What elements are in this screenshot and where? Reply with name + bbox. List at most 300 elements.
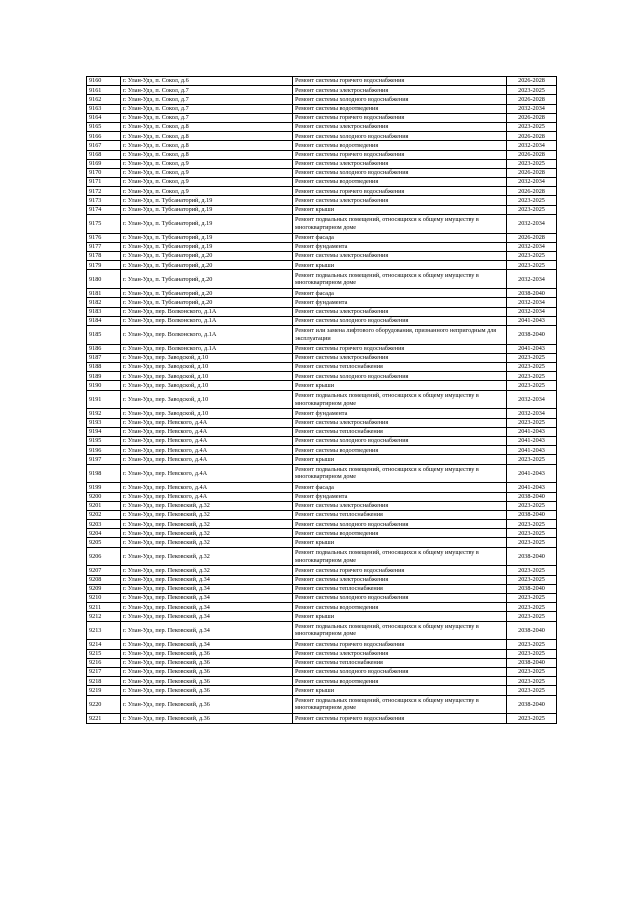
address-cell: г. Улан-Удэ, пер. Пековский, д.32 <box>121 538 293 547</box>
table-body <box>87 77 557 724</box>
table-row <box>87 77 557 86</box>
table-row <box>87 584 557 593</box>
table-row <box>87 695 557 714</box>
address-cell: г. Улан-Удэ, пер. Пековский, д.34 <box>121 612 293 621</box>
period-cell: 2023-2025 <box>507 649 557 658</box>
address-cell: г. Улан-Удэ, п. Сокол, д.7 <box>121 104 293 113</box>
work-type-cell: Ремонт системы электроснабжения <box>293 353 507 362</box>
work-type-cell: Ремонт системы электроснабжения <box>293 251 507 260</box>
table-row <box>87 178 557 187</box>
address-cell: г. Улан-Удэ, пер. Пековский, д.32 <box>121 566 293 575</box>
address-cell: г. Улан-Удэ, п. Сокол, д.7 <box>121 113 293 122</box>
address-cell: г. Улан-Удэ, п. Сокол, д.6 <box>121 77 293 86</box>
period-cell: 2038-2040 <box>507 695 557 714</box>
row-number-cell: 9216 <box>87 658 121 667</box>
period-cell: 2023-2025 <box>507 520 557 529</box>
period-cell: 2038-2040 <box>507 584 557 593</box>
work-type-cell: Ремонт системы теплоснабжения <box>293 584 507 593</box>
row-number-cell: 9197 <box>87 455 121 464</box>
period-cell: 2032-2034 <box>507 307 557 316</box>
period-cell: 2038-2040 <box>507 325 557 344</box>
row-number-cell: 9206 <box>87 547 121 566</box>
work-type-cell: Ремонт системы электроснабжения <box>293 418 507 427</box>
work-type-cell: Ремонт системы водоотведения <box>293 178 507 187</box>
row-number-cell: 9213 <box>87 621 121 640</box>
period-cell: 2026-2028 <box>507 187 557 196</box>
row-number-cell: 9194 <box>87 427 121 436</box>
row-number-cell: 9166 <box>87 132 121 141</box>
period-cell: 2023-2025 <box>507 159 557 168</box>
table-row <box>87 353 557 362</box>
table-row <box>87 168 557 177</box>
work-type-cell: Ремонт системы холодного водоснабжения <box>293 316 507 325</box>
row-number-cell: 9199 <box>87 483 121 492</box>
period-cell: 2023-2025 <box>507 372 557 381</box>
period-cell: 2023-2025 <box>507 205 557 214</box>
table-row <box>87 714 557 723</box>
work-type-cell: Ремонт системы теплоснабжения <box>293 510 507 519</box>
address-cell: г. Улан-Удэ, пер. Невского, д.4А <box>121 437 293 446</box>
period-cell: 2032-2034 <box>507 242 557 251</box>
work-type-cell: Ремонт крыши <box>293 455 507 464</box>
work-type-cell: Ремонт системы горячего водоснабжения <box>293 150 507 159</box>
work-type-cell: Ремонт системы холодного водоснабжения <box>293 95 507 104</box>
period-cell: 2041-2043 <box>507 427 557 436</box>
address-cell: г. Улан-Удэ, п. Тубсанаторий, д.19 <box>121 242 293 251</box>
address-cell: г. Улан-Удэ, пер. Волконского, д.1А <box>121 316 293 325</box>
address-cell: г. Улан-Удэ, пер. Пековский, д.32 <box>121 520 293 529</box>
work-type-cell: Ремонт подвальных помещений, относящихся к общему имуществу в многоквартирном доме <box>293 547 507 566</box>
row-number-cell: 9171 <box>87 178 121 187</box>
table-row <box>87 483 557 492</box>
work-type-cell: Ремонт системы горячего водоснабжения <box>293 640 507 649</box>
row-number-cell: 9183 <box>87 307 121 316</box>
row-number-cell: 9185 <box>87 325 121 344</box>
period-cell: 2026-2028 <box>507 233 557 242</box>
table-row <box>87 547 557 566</box>
address-cell: г. Улан-Удэ, пер. Пековский, д.34 <box>121 594 293 603</box>
period-cell: 2026-2028 <box>507 95 557 104</box>
table-row <box>87 520 557 529</box>
address-cell: г. Улан-Удэ, п. Сокол, д.9 <box>121 159 293 168</box>
work-type-cell: Ремонт системы горячего водоснабжения <box>293 113 507 122</box>
address-cell: г. Улан-Удэ, п. Тубсанаторий, д.20 <box>121 251 293 260</box>
period-cell: 2041-2043 <box>507 464 557 483</box>
period-cell: 2032-2034 <box>507 390 557 409</box>
address-cell: г. Улан-Удэ, п. Сокол, д.8 <box>121 141 293 150</box>
address-cell: г. Улан-Удэ, п. Тубсанаторий, д.19 <box>121 233 293 242</box>
table-row <box>87 510 557 519</box>
address-cell: г. Улан-Удэ, пер. Невского, д.4А <box>121 492 293 501</box>
row-number-cell: 9172 <box>87 187 121 196</box>
row-number-cell: 9167 <box>87 141 121 150</box>
address-cell: г. Улан-Удэ, п. Сокол, д.8 <box>121 122 293 131</box>
period-cell: 2038-2040 <box>507 492 557 501</box>
table-row <box>87 261 557 270</box>
work-type-cell: Ремонт фасада <box>293 483 507 492</box>
table-row <box>87 372 557 381</box>
period-cell: 2032-2034 <box>507 270 557 289</box>
work-type-cell: Ремонт крыши <box>293 612 507 621</box>
row-number-cell: 9161 <box>87 86 121 95</box>
row-number-cell: 9176 <box>87 233 121 242</box>
table-row <box>87 649 557 658</box>
row-number-cell: 9202 <box>87 510 121 519</box>
table-row <box>87 316 557 325</box>
address-cell: г. Улан-Удэ, п. Тубсанаторий, д.20 <box>121 270 293 289</box>
address-cell: г. Улан-Удэ, пер. Пековский, д.36 <box>121 667 293 676</box>
period-cell: 2026-2028 <box>507 168 557 177</box>
row-number-cell: 9181 <box>87 289 121 298</box>
row-number-cell: 9164 <box>87 113 121 122</box>
work-type-cell: Ремонт системы холодного водоснабжения <box>293 372 507 381</box>
row-number-cell: 9174 <box>87 205 121 214</box>
period-cell: 2026-2028 <box>507 150 557 159</box>
table-row <box>87 677 557 686</box>
table-row <box>87 529 557 538</box>
table-row <box>87 196 557 205</box>
period-cell: 2026-2028 <box>507 113 557 122</box>
row-number-cell: 9211 <box>87 603 121 612</box>
row-number-cell: 9210 <box>87 594 121 603</box>
row-number-cell: 9182 <box>87 298 121 307</box>
work-type-cell: Ремонт системы электроснабжения <box>293 159 507 168</box>
address-cell: г. Улан-Удэ, пер. Невского, д.4А <box>121 418 293 427</box>
period-cell: 2023-2025 <box>507 640 557 649</box>
row-number-cell: 9209 <box>87 584 121 593</box>
work-type-cell: Ремонт системы водоотведения <box>293 677 507 686</box>
row-number-cell: 9217 <box>87 667 121 676</box>
work-type-cell: Ремонт системы водоотведения <box>293 529 507 538</box>
table-row <box>87 409 557 418</box>
table-row <box>87 363 557 372</box>
row-number-cell: 9169 <box>87 159 121 168</box>
row-number-cell: 9201 <box>87 501 121 510</box>
work-type-cell: Ремонт системы электроснабжения <box>293 649 507 658</box>
table-row <box>87 390 557 409</box>
address-cell: г. Улан-Удэ, пер. Пековский, д.32 <box>121 510 293 519</box>
work-type-cell: Ремонт подвальных помещений, относящихся к общему имуществу в многоквартирном доме <box>293 695 507 714</box>
address-cell: г. Улан-Удэ, пер. Невского, д.4А <box>121 455 293 464</box>
address-cell: г. Улан-Удэ, пер. Заводской, д.10 <box>121 409 293 418</box>
table-row <box>87 298 557 307</box>
period-cell: 2041-2043 <box>507 316 557 325</box>
work-type-cell: Ремонт подвальных помещений, относящихся к общему имуществу в многоквартирном доме <box>293 214 507 233</box>
period-cell: 2032-2034 <box>507 141 557 150</box>
work-type-cell: Ремонт системы горячего водоснабжения <box>293 344 507 353</box>
address-cell: г. Улан-Удэ, п. Сокол, д.8 <box>121 150 293 159</box>
row-number-cell: 9221 <box>87 714 121 723</box>
table-row <box>87 418 557 427</box>
address-cell: г. Улан-Удэ, п. Сокол, д.8 <box>121 132 293 141</box>
work-type-cell: Ремонт подвальных помещений, относящихся к общему имуществу в многоквартирном доме <box>293 464 507 483</box>
period-cell: 2032-2034 <box>507 409 557 418</box>
table-row <box>87 603 557 612</box>
work-type-cell: Ремонт системы электроснабжения <box>293 122 507 131</box>
period-cell: 2023-2025 <box>507 122 557 131</box>
work-type-cell: Ремонт крыши <box>293 686 507 695</box>
address-cell: г. Улан-Удэ, п. Тубсанаторий, д.19 <box>121 196 293 205</box>
row-number-cell: 9203 <box>87 520 121 529</box>
period-cell: 2038-2040 <box>507 547 557 566</box>
table-row <box>87 132 557 141</box>
table-row <box>87 86 557 95</box>
address-cell: г. Улан-Удэ, п. Тубсанаторий, д.20 <box>121 261 293 270</box>
table-row <box>87 242 557 251</box>
row-number-cell: 9200 <box>87 492 121 501</box>
address-cell: г. Улан-Удэ, пер. Заводской, д.10 <box>121 353 293 362</box>
table-row <box>87 344 557 353</box>
work-type-cell: Ремонт системы электроснабжения <box>293 575 507 584</box>
period-cell: 2032-2034 <box>507 104 557 113</box>
row-number-cell: 9208 <box>87 575 121 584</box>
work-type-cell: Ремонт системы электроснабжения <box>293 501 507 510</box>
address-cell: г. Улан-Удэ, п. Сокол, д.7 <box>121 86 293 95</box>
row-number-cell: 9184 <box>87 316 121 325</box>
table-row <box>87 501 557 510</box>
period-cell: 2023-2025 <box>507 261 557 270</box>
work-type-cell: Ремонт системы холодного водоснабжения <box>293 594 507 603</box>
address-cell: г. Улан-Удэ, пер. Волконского, д.1А <box>121 344 293 353</box>
table-row <box>87 446 557 455</box>
table-row <box>87 187 557 196</box>
work-type-cell: Ремонт системы холодного водоснабжения <box>293 520 507 529</box>
row-number-cell: 9190 <box>87 381 121 390</box>
row-number-cell: 9188 <box>87 363 121 372</box>
row-number-cell: 9177 <box>87 242 121 251</box>
row-number-cell: 9218 <box>87 677 121 686</box>
row-number-cell: 9193 <box>87 418 121 427</box>
period-cell: 2038-2040 <box>507 510 557 519</box>
row-number-cell: 9170 <box>87 168 121 177</box>
row-number-cell: 9186 <box>87 344 121 353</box>
address-cell: г. Улан-Удэ, пер. Пековский, д.36 <box>121 686 293 695</box>
address-cell: г. Улан-Удэ, пер. Невского, д.4А <box>121 427 293 436</box>
period-cell: 2038-2040 <box>507 658 557 667</box>
table-row <box>87 464 557 483</box>
work-type-cell: Ремонт крыши <box>293 538 507 547</box>
table-row <box>87 205 557 214</box>
address-cell: г. Улан-Удэ, п. Сокол, д.7 <box>121 95 293 104</box>
row-number-cell: 9168 <box>87 150 121 159</box>
period-cell: 2023-2025 <box>507 612 557 621</box>
period-cell: 2032-2034 <box>507 178 557 187</box>
period-cell: 2041-2043 <box>507 483 557 492</box>
address-cell: г. Улан-Удэ, пер. Невского, д.4А <box>121 446 293 455</box>
row-number-cell: 9220 <box>87 695 121 714</box>
table-row <box>87 566 557 575</box>
table-row <box>87 640 557 649</box>
period-cell: 2023-2025 <box>507 714 557 723</box>
period-cell: 2041-2043 <box>507 437 557 446</box>
table-row <box>87 427 557 436</box>
period-cell: 2023-2025 <box>507 667 557 676</box>
table-row <box>87 141 557 150</box>
work-type-cell: Ремонт системы теплоснабжения <box>293 658 507 667</box>
row-number-cell: 9178 <box>87 251 121 260</box>
period-cell: 2038-2040 <box>507 289 557 298</box>
address-cell: г. Улан-Удэ, п. Тубсанаторий, д.19 <box>121 214 293 233</box>
work-type-cell: Ремонт системы водоотведения <box>293 603 507 612</box>
work-type-cell: Ремонт системы теплоснабжения <box>293 363 507 372</box>
row-number-cell: 9162 <box>87 95 121 104</box>
address-cell: г. Улан-Удэ, пер. Пековский, д.36 <box>121 714 293 723</box>
work-type-cell: Ремонт системы горячего водоснабжения <box>293 77 507 86</box>
table-row <box>87 492 557 501</box>
work-type-cell: Ремонт системы холодного водоснабжения <box>293 667 507 676</box>
period-cell: 2026-2028 <box>507 132 557 141</box>
address-cell: г. Улан-Удэ, п. Тубсанаторий, д.20 <box>121 298 293 307</box>
address-cell: г. Улан-Удэ, пер. Пековский, д.36 <box>121 658 293 667</box>
period-cell: 2032-2034 <box>507 298 557 307</box>
repair-schedule-table <box>86 76 557 724</box>
period-cell: 2023-2025 <box>507 566 557 575</box>
period-cell: 2032-2034 <box>507 214 557 233</box>
address-cell: г. Улан-Удэ, пер. Волконского, д.1А <box>121 307 293 316</box>
work-type-cell: Ремонт системы электроснабжения <box>293 307 507 316</box>
row-number-cell: 9160 <box>87 77 121 86</box>
period-cell: 2023-2025 <box>507 594 557 603</box>
period-cell: 2023-2025 <box>507 455 557 464</box>
table-row <box>87 455 557 464</box>
table-row <box>87 381 557 390</box>
work-type-cell: Ремонт системы горячего водоснабжения <box>293 187 507 196</box>
table-row <box>87 159 557 168</box>
table-row <box>87 214 557 233</box>
work-type-cell: Ремонт фундамента <box>293 409 507 418</box>
work-type-cell: Ремонт системы электроснабжения <box>293 86 507 95</box>
period-cell: 2023-2025 <box>507 501 557 510</box>
row-number-cell: 9198 <box>87 464 121 483</box>
row-number-cell: 9215 <box>87 649 121 658</box>
address-cell: г. Улан-Удэ, пер. Пековский, д.34 <box>121 584 293 593</box>
work-type-cell: Ремонт системы холодного водоснабжения <box>293 437 507 446</box>
table-row <box>87 289 557 298</box>
address-cell: г. Улан-Удэ, пер. Заводской, д.10 <box>121 390 293 409</box>
table-row <box>87 113 557 122</box>
period-cell: 2023-2025 <box>507 575 557 584</box>
period-cell: 2023-2025 <box>507 603 557 612</box>
address-cell: г. Улан-Удэ, п. Сокол, д.9 <box>121 187 293 196</box>
work-type-cell: Ремонт системы теплоснабжения <box>293 427 507 436</box>
table-row <box>87 667 557 676</box>
table-row <box>87 594 557 603</box>
row-number-cell: 9165 <box>87 122 121 131</box>
work-type-cell: Ремонт фасада <box>293 289 507 298</box>
table-row <box>87 686 557 695</box>
work-type-cell: Ремонт фундамента <box>293 242 507 251</box>
table-row <box>87 270 557 289</box>
table-row <box>87 122 557 131</box>
row-number-cell: 9207 <box>87 566 121 575</box>
work-type-cell: Ремонт системы холодного водоснабжения <box>293 168 507 177</box>
table-row <box>87 612 557 621</box>
period-cell: 2023-2025 <box>507 418 557 427</box>
period-cell: 2023-2025 <box>507 251 557 260</box>
work-type-cell: Ремонт фундамента <box>293 492 507 501</box>
row-number-cell: 9189 <box>87 372 121 381</box>
row-number-cell: 9179 <box>87 261 121 270</box>
address-cell: г. Улан-Удэ, п. Тубсанаторий, д.19 <box>121 205 293 214</box>
period-cell: 2038-2040 <box>507 621 557 640</box>
work-type-cell: Ремонт фасада <box>293 233 507 242</box>
period-cell: 2023-2025 <box>507 363 557 372</box>
address-cell: г. Улан-Удэ, пер. Заводской, д.10 <box>121 363 293 372</box>
work-type-cell: Ремонт подвальных помещений, относящихся к общему имуществу в многоквартирном доме <box>293 621 507 640</box>
address-cell: г. Улан-Удэ, пер. Заводской, д.10 <box>121 381 293 390</box>
work-type-cell: Ремонт системы водоотведения <box>293 141 507 150</box>
period-cell: 2023-2025 <box>507 686 557 695</box>
address-cell: г. Улан-Удэ, пер. Пековский, д.32 <box>121 547 293 566</box>
period-cell: 2023-2025 <box>507 381 557 390</box>
period-cell: 2023-2025 <box>507 677 557 686</box>
row-number-cell: 9214 <box>87 640 121 649</box>
work-type-cell: Ремонт системы водоотведения <box>293 104 507 113</box>
work-type-cell: Ремонт подвальных помещений, относящихся к общему имуществу в многоквартирном доме <box>293 390 507 409</box>
address-cell: г. Улан-Удэ, пер. Пековский, д.34 <box>121 575 293 584</box>
address-cell: г. Улан-Удэ, пер. Пековский, д.34 <box>121 621 293 640</box>
work-type-cell: Ремонт системы горячего водоснабжения <box>293 566 507 575</box>
address-cell: г. Улан-Удэ, пер. Волконского, д.1А <box>121 325 293 344</box>
table-row <box>87 95 557 104</box>
row-number-cell: 9191 <box>87 390 121 409</box>
row-number-cell: 9173 <box>87 196 121 205</box>
address-cell: г. Улан-Удэ, пер. Невского, д.4А <box>121 483 293 492</box>
period-cell: 2041-2043 <box>507 344 557 353</box>
table-row <box>87 437 557 446</box>
period-cell: 2023-2025 <box>507 86 557 95</box>
address-cell: г. Улан-Удэ, п. Тубсанаторий, д.20 <box>121 289 293 298</box>
work-type-cell: Ремонт или замена лифтового оборудования, признанного непригодным для эксплуатации <box>293 325 507 344</box>
period-cell: 2023-2025 <box>507 196 557 205</box>
row-number-cell: 9180 <box>87 270 121 289</box>
table-row <box>87 325 557 344</box>
row-number-cell: 9175 <box>87 214 121 233</box>
work-type-cell: Ремонт системы водоотведения <box>293 446 507 455</box>
table-row <box>87 658 557 667</box>
row-number-cell: 9195 <box>87 437 121 446</box>
table-row <box>87 307 557 316</box>
address-cell: г. Улан-Удэ, пер. Заводской, д.10 <box>121 372 293 381</box>
address-cell: г. Улан-Удэ, пер. Пековский, д.36 <box>121 649 293 658</box>
table-row <box>87 104 557 113</box>
period-cell: 2041-2043 <box>507 446 557 455</box>
table-row <box>87 621 557 640</box>
row-number-cell: 9205 <box>87 538 121 547</box>
row-number-cell: 9192 <box>87 409 121 418</box>
row-number-cell: 9212 <box>87 612 121 621</box>
table-row <box>87 251 557 260</box>
table-row <box>87 150 557 159</box>
address-cell: г. Улан-Удэ, п. Сокол, д.9 <box>121 168 293 177</box>
work-type-cell: Ремонт крыши <box>293 381 507 390</box>
address-cell: г. Улан-Удэ, п. Сокол, д.9 <box>121 178 293 187</box>
address-cell: г. Улан-Удэ, пер. Пековский, д.36 <box>121 677 293 686</box>
address-cell: г. Улан-Удэ, пер. Пековский, д.32 <box>121 501 293 510</box>
row-number-cell: 9163 <box>87 104 121 113</box>
period-cell: 2023-2025 <box>507 353 557 362</box>
period-cell: 2023-2025 <box>507 538 557 547</box>
period-cell: 2026-2028 <box>507 77 557 86</box>
row-number-cell: 9196 <box>87 446 121 455</box>
work-type-cell: Ремонт системы электроснабжения <box>293 196 507 205</box>
work-type-cell: Ремонт системы холодного водоснабжения <box>293 132 507 141</box>
work-type-cell: Ремонт крыши <box>293 205 507 214</box>
address-cell: г. Улан-Удэ, пер. Пековский, д.32 <box>121 529 293 538</box>
address-cell: г. Улан-Удэ, пер. Невского, д.4А <box>121 464 293 483</box>
table-row <box>87 233 557 242</box>
table-row <box>87 538 557 547</box>
